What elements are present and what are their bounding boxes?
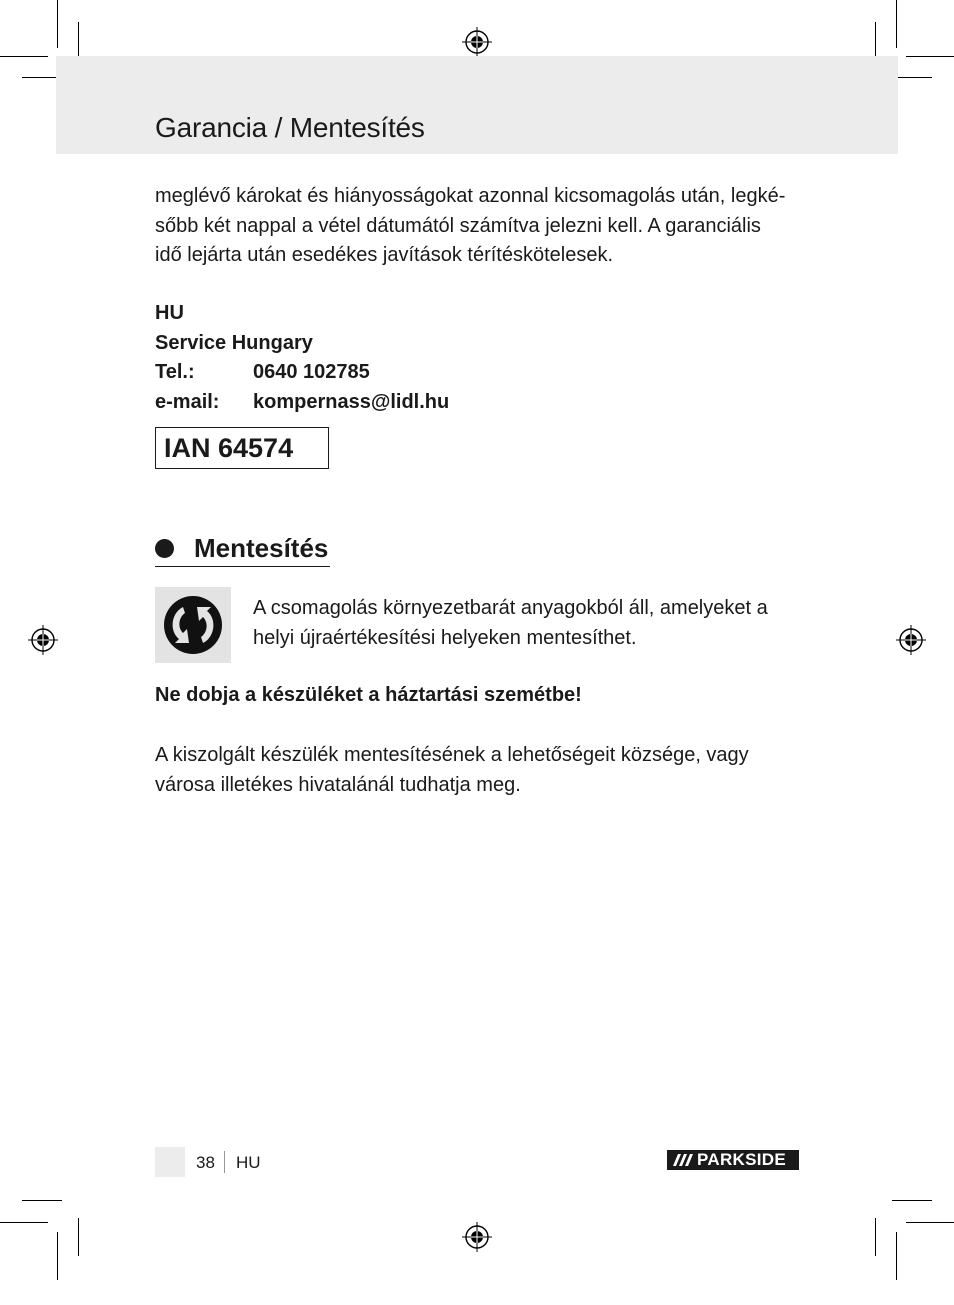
disposal-warning: Ne dobja a készüléket a háztartási szemétbe!	[155, 684, 582, 706]
section-heading	[155, 530, 330, 567]
brand-name: PARKSIDE	[697, 1150, 786, 1169]
crop-mark	[906, 1222, 954, 1223]
tel-value: 0640 102785	[253, 361, 370, 383]
bullet-icon	[155, 539, 174, 558]
crop-mark	[57, 0, 58, 48]
registration-target-icon	[896, 625, 926, 655]
contact-country: HU	[155, 302, 184, 324]
crop-mark	[896, 1232, 897, 1280]
crop-mark	[0, 1222, 48, 1223]
contact-email-row	[155, 388, 449, 418]
green-dot-recycling-icon	[155, 587, 231, 663]
text-line: meglévő károkat és hiányosságokat azonnal kicsomagolás után, legké-	[155, 185, 786, 207]
footer-language: HU	[236, 1153, 261, 1172]
section-title: Mentesítés	[194, 533, 329, 563]
crop-mark	[22, 1200, 62, 1201]
text-line: A csomagolás környezetbarát anyagokból áll, amelyeket a	[253, 597, 768, 619]
contact-service-name: Service Hungary	[155, 331, 313, 354]
brand-logo	[667, 1150, 799, 1170]
brand-stripes-icon	[667, 1150, 697, 1170]
packaging-note	[253, 594, 813, 653]
registration-target-icon	[28, 625, 58, 655]
text-line: A kiszolgált készülék mentesítésének a lehetőségeit községe, vagy	[155, 744, 749, 766]
page-number: 38	[196, 1153, 215, 1172]
service-contact	[155, 299, 449, 417]
footer-tab	[155, 1147, 185, 1177]
text-line: idő lejárta után esedékes javítások térítéskötelesek.	[155, 244, 614, 266]
crop-mark	[57, 1232, 58, 1280]
ian-number-box: IAN 64574	[155, 427, 329, 469]
crop-mark	[78, 1218, 79, 1256]
text-line: helyi újraértékesítési helyeken mentesíthet.	[253, 626, 637, 649]
crop-mark	[875, 1218, 876, 1256]
disposal-paragraph	[155, 741, 805, 800]
registration-target-icon	[462, 1222, 492, 1252]
contact-tel-row	[155, 358, 449, 388]
text-line: sőbb két nappal a vétel dátumától számítva jelezni kell. A garanciális	[155, 214, 761, 237]
crop-mark	[0, 56, 48, 57]
recycling-symbol-box	[155, 587, 231, 663]
email-value: kompernass@lidl.hu	[253, 390, 450, 413]
email-label: e-mail:	[155, 390, 220, 413]
text-line: városa illetékes hivatalánál tudhatja meg.	[155, 773, 521, 796]
crop-mark	[78, 22, 79, 60]
tel-label: Tel.:	[155, 361, 195, 383]
crop-mark	[906, 56, 954, 57]
page-title: Garancia / Mentesítés	[155, 112, 425, 143]
crop-mark	[875, 22, 876, 60]
crop-mark	[892, 1200, 932, 1201]
crop-mark	[896, 0, 897, 48]
crop-mark	[892, 77, 932, 78]
footer-divider	[224, 1151, 225, 1173]
registration-target-icon	[462, 27, 492, 57]
warranty-paragraph	[155, 182, 805, 271]
